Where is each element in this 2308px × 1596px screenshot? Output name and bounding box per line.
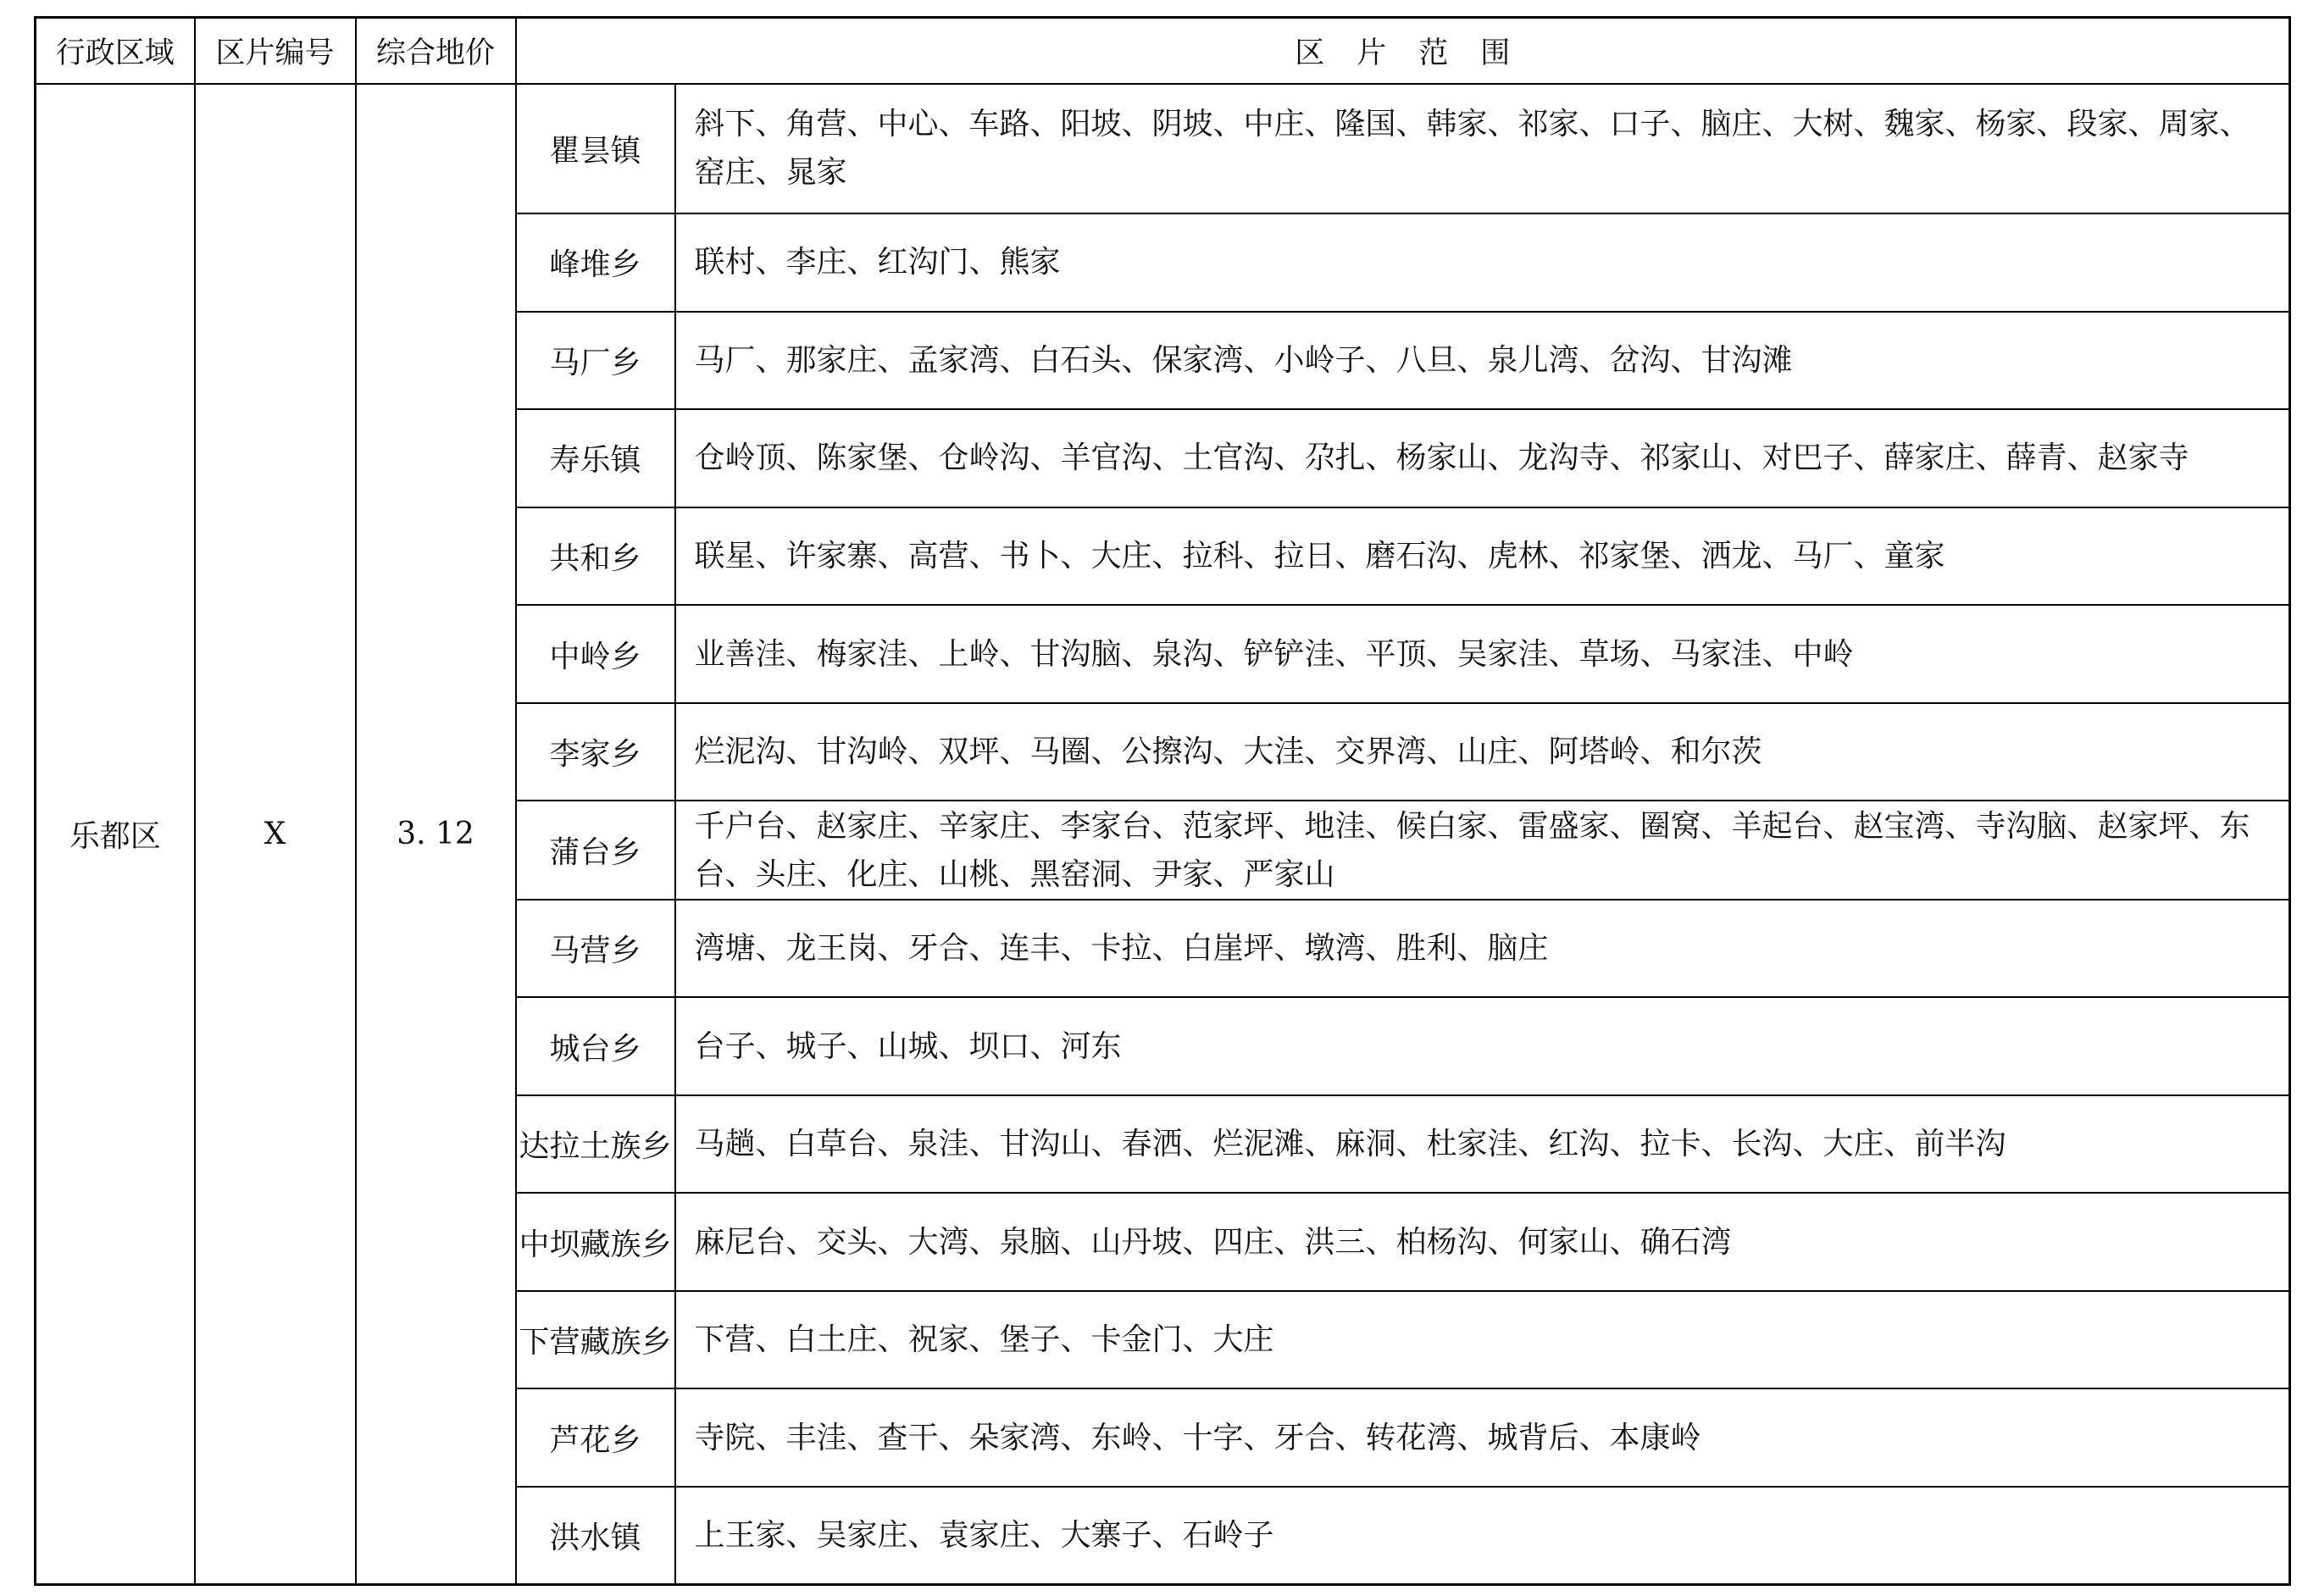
table-row [36, 84, 2290, 214]
town-cell: 峰堆乡 [516, 213, 675, 312]
town-cell: 洪水镇 [516, 1487, 675, 1585]
land-price-table [34, 16, 2291, 1586]
town-cell: 城台乡 [516, 997, 675, 1095]
town-cell: 下营藏族乡 [516, 1291, 675, 1389]
header-zone-code: 区片编号 [195, 18, 356, 84]
header-scope: 区片范围 [516, 18, 2290, 84]
villages-cell: 下营、白土庄、祝家、堡子、卡金门、大庄 [675, 1291, 2290, 1389]
villages-cell: 台子、城子、山城、坝口、河东 [675, 997, 2290, 1095]
region-cell: 乐都区 [36, 84, 195, 1585]
header-land-price: 综合地价 [356, 18, 516, 84]
villages-cell: 马趟、白草台、泉洼、甘沟山、春洒、烂泥滩、麻洞、杜家洼、红沟、拉卡、长沟、大庄、前半沟 [675, 1095, 2290, 1194]
town-cell: 中坝藏族乡 [516, 1193, 675, 1291]
town-cell: 共和乡 [516, 507, 675, 606]
villages-cell: 马厂、那家庄、孟家湾、白石头、保家湾、小岭子、八旦、泉儿湾、岔沟、甘沟滩 [675, 312, 2290, 410]
villages-cell: 湾塘、龙王岗、牙合、连丰、卡拉、白崖坪、墩湾、胜利、脑庄 [675, 900, 2290, 998]
town-cell: 马营乡 [516, 900, 675, 998]
villages-cell: 寺院、丰洼、查干、朵家湾、东岭、十字、牙合、转花湾、城背后、本康岭 [675, 1388, 2290, 1487]
villages-cell: 联村、李庄、红沟门、熊家 [675, 213, 2290, 312]
zone-code-cell: X [195, 84, 356, 1585]
villages-cell: 联星、许家寨、高营、书卜、大庄、拉科、拉日、磨石沟、虎林、祁家堡、洒龙、马厂、童家 [675, 507, 2290, 606]
villages-cell: 麻尼台、交头、大湾、泉脑、山丹坡、四庄、洪三、柏杨沟、何家山、确石湾 [675, 1193, 2290, 1291]
town-cell: 芦花乡 [516, 1388, 675, 1487]
header-row [36, 18, 2290, 84]
town-cell: 马厂乡 [516, 312, 675, 410]
villages-cell: 千户台、赵家庄、辛家庄、李家台、范家坪、地洼、候白家、雷盛家、圈窝、羊起台、赵宝湾、寺沟脑、赵家坪、东台、头庄、化庄、山桃、黑窑洞、尹家、严家山 [675, 801, 2290, 900]
villages-cell: 业善洼、梅家洼、上岭、甘沟脑、泉沟、铲铲洼、平顶、吴家洼、草场、马家洼、中岭 [675, 605, 2290, 703]
villages-cell: 上王家、吴家庄、袁家庄、大寨子、石岭子 [675, 1487, 2290, 1585]
town-cell: 蒲台乡 [516, 801, 675, 900]
villages-cell: 斜下、角营、中心、车路、阳坡、阴坡、中庄、隆国、韩家、祁家、口子、脑庄、大树、魏家、杨家、段家、周家、窑庄、晁家 [675, 84, 2290, 214]
villages-cell: 烂泥沟、甘沟岭、双坪、马圈、公擦沟、大洼、交界湾、山庄、阿塔岭、和尔茨 [675, 703, 2290, 801]
town-cell: 瞿昙镇 [516, 84, 675, 214]
town-cell: 达拉土族乡 [516, 1095, 675, 1194]
villages-cell: 仓岭顶、陈家堡、仓岭沟、羊官沟、土官沟、尕扎、杨家山、龙沟寺、祁家山、对巴子、薛家庄、薛青、赵家寺 [675, 409, 2290, 507]
town-cell: 中岭乡 [516, 605, 675, 703]
town-cell: 李家乡 [516, 703, 675, 801]
land-price-cell: 3. 12 [356, 84, 516, 1585]
header-region: 行政区域 [36, 18, 195, 84]
town-cell: 寿乐镇 [516, 409, 675, 507]
